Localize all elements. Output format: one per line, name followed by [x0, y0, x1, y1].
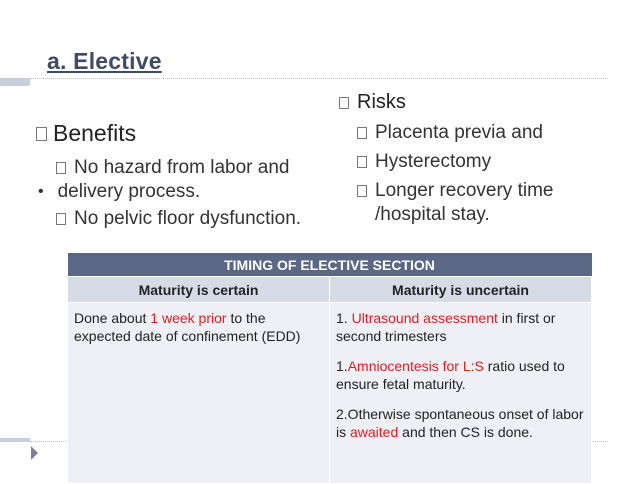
text-run: 1.: [336, 358, 348, 374]
dot-bullet-icon: •: [38, 183, 44, 200]
benefits-heading-text: Benefits: [53, 120, 137, 146]
benefit-item-text: No pelvic floor dysfunction.: [74, 208, 302, 229]
risk-item-text: Longer recovery time: [375, 180, 554, 201]
title-divider: [30, 78, 608, 79]
table-banner: TIMING OF ELECTIVE SECTION: [68, 253, 592, 277]
column-header-uncertain: Maturity is uncertain: [330, 277, 592, 303]
certain-paragraph: [74, 309, 323, 345]
uncertain-paragraph-3: [336, 405, 585, 441]
checkbox-bullet-icon: [357, 156, 367, 168]
benefit-item-3: [56, 208, 301, 230]
nav-arrow-icon[interactable]: [31, 446, 38, 460]
highlight-text: awaited: [350, 424, 399, 440]
highlight-text: Ultrasound assessment: [351, 310, 498, 326]
text-run: Done about: [74, 310, 151, 326]
slide-title: a. Elective: [47, 48, 162, 74]
text-run: 2.Otherwise spontaneous onset of labor is: [336, 406, 584, 440]
text-run: and then CS is done.: [398, 424, 533, 440]
text-run: 1.: [336, 310, 352, 326]
highlight-text: 1 week prior: [150, 310, 227, 326]
benefit-item-text: delivery process.: [57, 181, 201, 202]
uncertain-paragraph-2: [336, 357, 585, 393]
column-header-certain: Maturity is certain: [68, 277, 330, 303]
text-run: in first or second trimesters: [336, 310, 556, 344]
elective-timing-table: [67, 253, 592, 484]
benefit-item-1: [56, 157, 289, 179]
highlight-text: Amniocentesis for L:S: [347, 358, 484, 374]
checkbox-bullet-icon: [357, 127, 367, 139]
cell-uncertain: [330, 303, 592, 484]
risk-item-2: [357, 151, 491, 173]
risk-item-3-continued: [375, 204, 490, 226]
risk-item-1: [357, 122, 543, 144]
risk-item-text: Hysterectomy: [375, 151, 492, 172]
checkbox-bullet-icon: [36, 127, 47, 141]
cell-certain: [68, 303, 330, 484]
checkbox-bullet-icon: [339, 97, 349, 109]
left-accent-bar-bottom: [0, 438, 30, 442]
uncertain-paragraph-1: [336, 309, 585, 345]
risk-item-3: [357, 180, 553, 202]
checkbox-bullet-icon: [56, 213, 66, 225]
benefit-item-2: [38, 181, 200, 203]
text-run: to the expected date of confinement (EDD): [74, 310, 301, 344]
risk-item-text: /hospital stay.: [375, 204, 490, 225]
text-run: ratio used to ensure fetal maturity.: [336, 358, 565, 392]
checkbox-bullet-icon: [56, 162, 66, 174]
benefits-heading: [36, 120, 136, 147]
risks-heading: [339, 91, 406, 114]
checkbox-bullet-icon: [357, 185, 367, 197]
left-accent-bar-top: [0, 78, 30, 86]
risks-heading-text: Risks: [357, 91, 406, 113]
benefit-item-text: No hazard from labor and: [74, 157, 290, 178]
risk-item-text: Placenta previa and: [375, 122, 543, 143]
